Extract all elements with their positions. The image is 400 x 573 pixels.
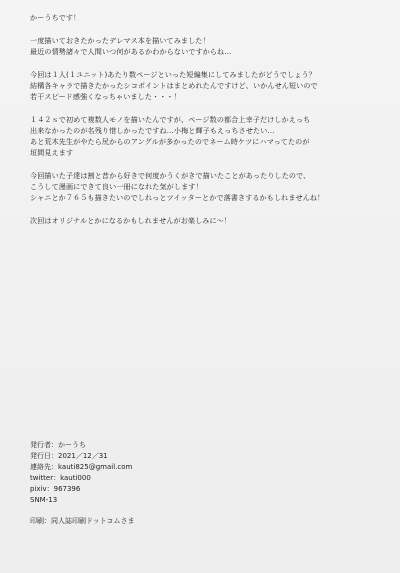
afterword-line: シャニとか７６５も描きたいのでしれっとツイッターとかで落書きするかもしれませんね！	[30, 193, 325, 203]
afterword-line: 今回描いた子達は割と昔から好きで何度かうくがきで描いたことがあったりしたので、	[30, 171, 311, 181]
afterword-line: 最近の情勢諸々で人間いつ何があるかわからないですからね…	[30, 46, 232, 56]
afterword-paragraph	[30, 69, 380, 103]
colophon-line: SNM-13	[30, 495, 58, 504]
afterword-paragraph	[30, 215, 380, 226]
afterword-line: 一度描いておきたかったデレマス本を描いてみました！	[30, 35, 210, 45]
colophon-line: twitter：kauti000	[30, 473, 91, 482]
afterword-line: こうして漫画にできて良い一冊になれた気がします！	[30, 182, 203, 192]
afterword-line: 結構各キャラで描きたかったシコポイントはまとめれたんですけど、いかんせん短いので	[30, 80, 318, 90]
afterword-line: 垣間見えます	[30, 148, 74, 158]
afterword-paragraph	[30, 35, 380, 57]
colophon-line: pixiv：967396	[30, 484, 81, 493]
afterword-line: １４２ｓで初めて複数人モノを描いたんですが、ページ数の都合上幸子だけしかえっち	[30, 114, 311, 124]
afterword-paragraph	[30, 12, 380, 23]
colophon-line: 発行日：2021／12／31	[30, 451, 108, 460]
afterword-line: 若干スピード感強くなっちゃいました・・・！	[30, 92, 181, 102]
colophon-line: 連絡先：kauti825@gmail.com	[30, 462, 133, 471]
afterword-line: 今回は１人(１ユニット)あたり数ページといった短編集にしてみましたがどうでしょう？	[30, 69, 316, 79]
afterword-line: 出来なかったのが名残り惜しかったですね…小梅と輝子もえっちさせたい…	[30, 125, 275, 135]
colophon-printer: 印刷：同人誌印刷ドットコムさま	[30, 517, 135, 526]
afterword-text	[30, 12, 380, 238]
afterword-line: 次回はオリジナルとかになるかもしれませんがお楽しみに～！	[30, 216, 232, 226]
afterword-paragraph	[30, 114, 380, 159]
afterword-line: あと荒木先生がやたら尻からのアングルが多かったのでネーム時ケツにハマってたのが	[30, 137, 310, 147]
colophon-line: 発行者：かーうち	[30, 441, 86, 449]
afterword-line: かーうちです！	[30, 13, 81, 22]
colophon	[30, 440, 230, 527]
colophon-details	[30, 440, 230, 505]
afterword-paragraph	[30, 170, 380, 204]
